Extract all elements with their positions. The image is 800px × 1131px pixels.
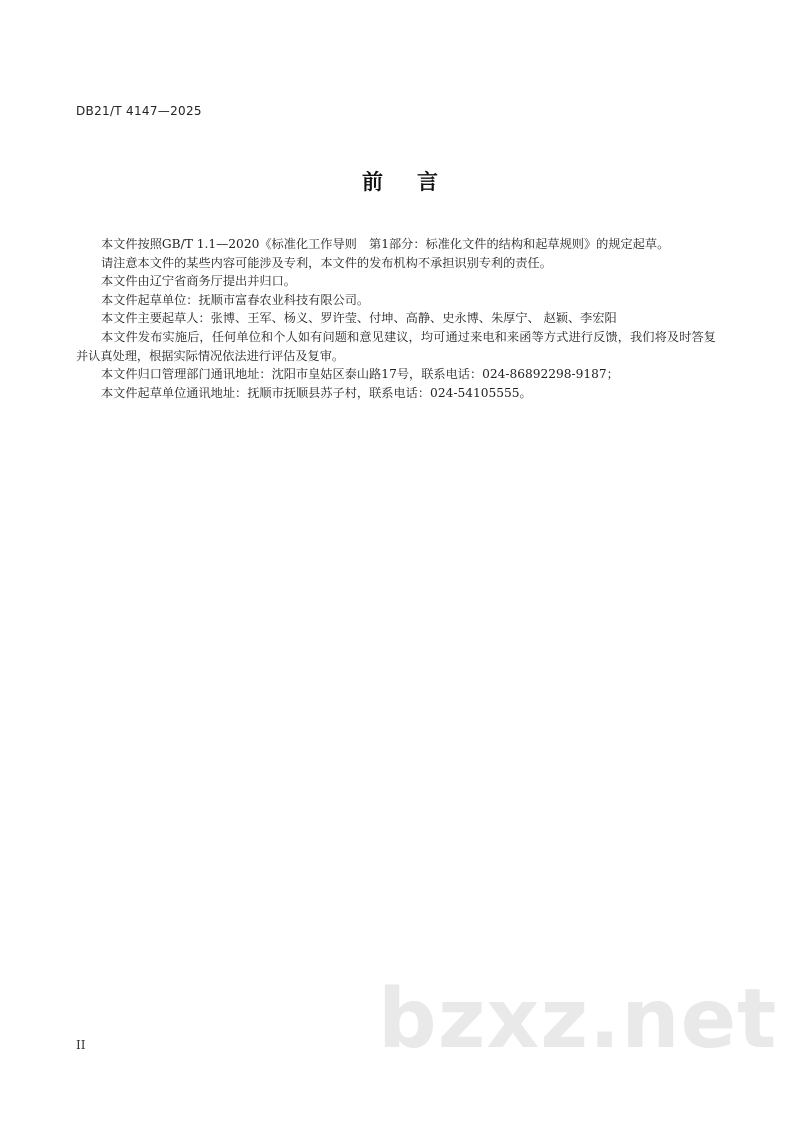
paragraph-drafting-unit-address: 本文件起草单位通讯地址：抚顺市抚顺县苏子村，联系电话：024-54105555。 bbox=[101, 385, 532, 400]
title-char-1: 前 bbox=[362, 170, 383, 194]
paragraph-patent-notice: 请注意本文件的某些内容可能涉及专利，本文件的发布机构不承担识别专利的责任。 bbox=[101, 255, 552, 270]
page-title bbox=[0, 166, 800, 196]
paragraph-feedback: 本文件发布实施后，任何单位和个人如有问题和意见建议，均可通过来电和来函等方式进行反馈，我们将及时答复并认真处理，根据实际情况依法进行评估及复审。 bbox=[76, 329, 716, 363]
paragraph-drafting-basis: 本文件按照GB/T 1.1—2020《标准化工作导则 第1部分：标准化文件的结构和起草规则》的规定起草。 bbox=[101, 237, 670, 251]
watermark-logo: bzxz.net bbox=[378, 972, 778, 1067]
title-char-2: 言 bbox=[417, 170, 438, 194]
paragraph-proposer: 本文件由辽宁省商务厅提出并归口。 bbox=[101, 274, 296, 289]
paragraph-management-address: 本文件归口管理部门通讯地址：沈阳市皇姑区泰山路17号，联系电话：024-86892298-9187； bbox=[101, 367, 619, 382]
document-code: DB21/T 4147—2025 bbox=[76, 104, 202, 118]
paragraph-drafting-unit: 本文件起草单位：抚顺市富春农业科技有限公司。 bbox=[101, 292, 370, 307]
paragraph-drafters: 本文件主要起草人：张博、王军、杨义、罗许莹、付坤、高静、史永博、朱厚宁、 赵颖、李宏阳 bbox=[101, 311, 617, 326]
foreword-body bbox=[76, 235, 716, 402]
page-number: II bbox=[76, 1038, 86, 1052]
